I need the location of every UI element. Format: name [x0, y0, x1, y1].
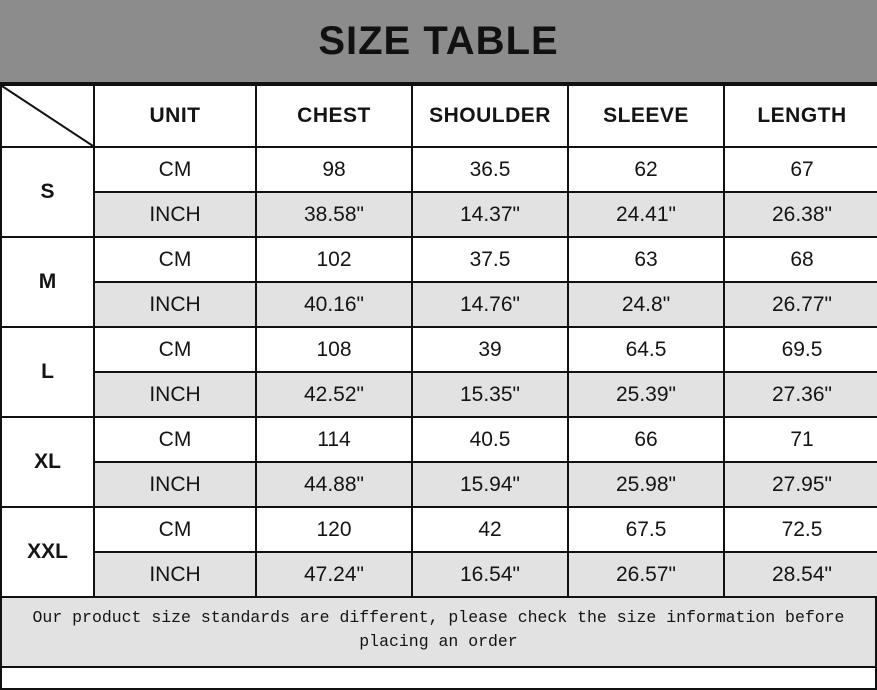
title-bar: [0, 0, 877, 84]
unit-cell: INCH: [94, 462, 256, 507]
length-value: 26.77": [724, 282, 877, 327]
sleeve-value: 64.5: [568, 327, 724, 372]
chest-value: 47.24": [256, 552, 412, 597]
shoulder-value: 15.35": [412, 372, 568, 417]
chest-value: 102: [256, 237, 412, 282]
size-label-s: S: [1, 147, 94, 237]
chest-value: 38.58": [256, 192, 412, 237]
table-row: [1, 372, 877, 417]
shoulder-value: 16.54": [412, 552, 568, 597]
chest-value: 98: [256, 147, 412, 192]
table-row: [1, 552, 877, 597]
unit-cell: CM: [94, 417, 256, 462]
length-value: 71: [724, 417, 877, 462]
shoulder-value: 37.5: [412, 237, 568, 282]
unit-cell: CM: [94, 327, 256, 372]
length-value: 69.5: [724, 327, 877, 372]
unit-cell: CM: [94, 237, 256, 282]
table-body: [1, 147, 877, 597]
table-header: [1, 85, 877, 147]
size-table: [0, 84, 877, 598]
unit-cell: CM: [94, 507, 256, 552]
column-header-unit: UNIT: [94, 85, 256, 147]
chest-value: 42.52": [256, 372, 412, 417]
sleeve-value: 62: [568, 147, 724, 192]
shoulder-value: 39: [412, 327, 568, 372]
column-header-shoulder: SHOULDER: [412, 85, 568, 147]
sleeve-value: 25.39": [568, 372, 724, 417]
length-value: 27.95": [724, 462, 877, 507]
sleeve-value: 24.41": [568, 192, 724, 237]
column-header-sleeve: SLEEVE: [568, 85, 724, 147]
table-row: [1, 282, 877, 327]
footer-note: Our product size standards are different, please check the size information before placing an order: [0, 598, 877, 668]
unit-cell: CM: [94, 147, 256, 192]
sleeve-value: 66: [568, 417, 724, 462]
table-row: [1, 507, 877, 552]
unit-cell: INCH: [94, 552, 256, 597]
table-row: [1, 462, 877, 507]
corner-diagonal-cell: [1, 85, 94, 147]
chest-value: 44.88": [256, 462, 412, 507]
size-label-xl: XL: [1, 417, 94, 507]
unit-cell: INCH: [94, 282, 256, 327]
table-row: [1, 237, 877, 282]
shoulder-value: 15.94": [412, 462, 568, 507]
table-row: [1, 327, 877, 372]
sleeve-value: 25.98": [568, 462, 724, 507]
table-row: [1, 417, 877, 462]
length-value: 67: [724, 147, 877, 192]
shoulder-value: 14.76": [412, 282, 568, 327]
bottom-strip: [0, 668, 877, 690]
length-value: 27.36": [724, 372, 877, 417]
shoulder-value: 40.5: [412, 417, 568, 462]
length-value: 26.38": [724, 192, 877, 237]
length-value: 72.5: [724, 507, 877, 552]
shoulder-value: 14.37": [412, 192, 568, 237]
column-header-length: LENGTH: [724, 85, 877, 147]
header-row: [1, 85, 877, 147]
chest-value: 40.16": [256, 282, 412, 327]
page-title: SIZE TABLE: [318, 18, 559, 63]
table-row: [1, 192, 877, 237]
table-row: [1, 147, 877, 192]
sleeve-value: 24.8": [568, 282, 724, 327]
chest-value: 120: [256, 507, 412, 552]
chest-value: 114: [256, 417, 412, 462]
sleeve-value: 26.57": [568, 552, 724, 597]
sleeve-value: 63: [568, 237, 724, 282]
size-label-m: M: [1, 237, 94, 327]
size-label-l: L: [1, 327, 94, 417]
chest-value: 108: [256, 327, 412, 372]
length-value: 68: [724, 237, 877, 282]
unit-cell: INCH: [94, 192, 256, 237]
unit-cell: INCH: [94, 372, 256, 417]
sleeve-value: 67.5: [568, 507, 724, 552]
shoulder-value: 36.5: [412, 147, 568, 192]
diagonal-line-icon: [2, 86, 93, 146]
column-header-chest: CHEST: [256, 85, 412, 147]
shoulder-value: 42: [412, 507, 568, 552]
size-label-xxl: XXL: [1, 507, 94, 597]
length-value: 28.54": [724, 552, 877, 597]
